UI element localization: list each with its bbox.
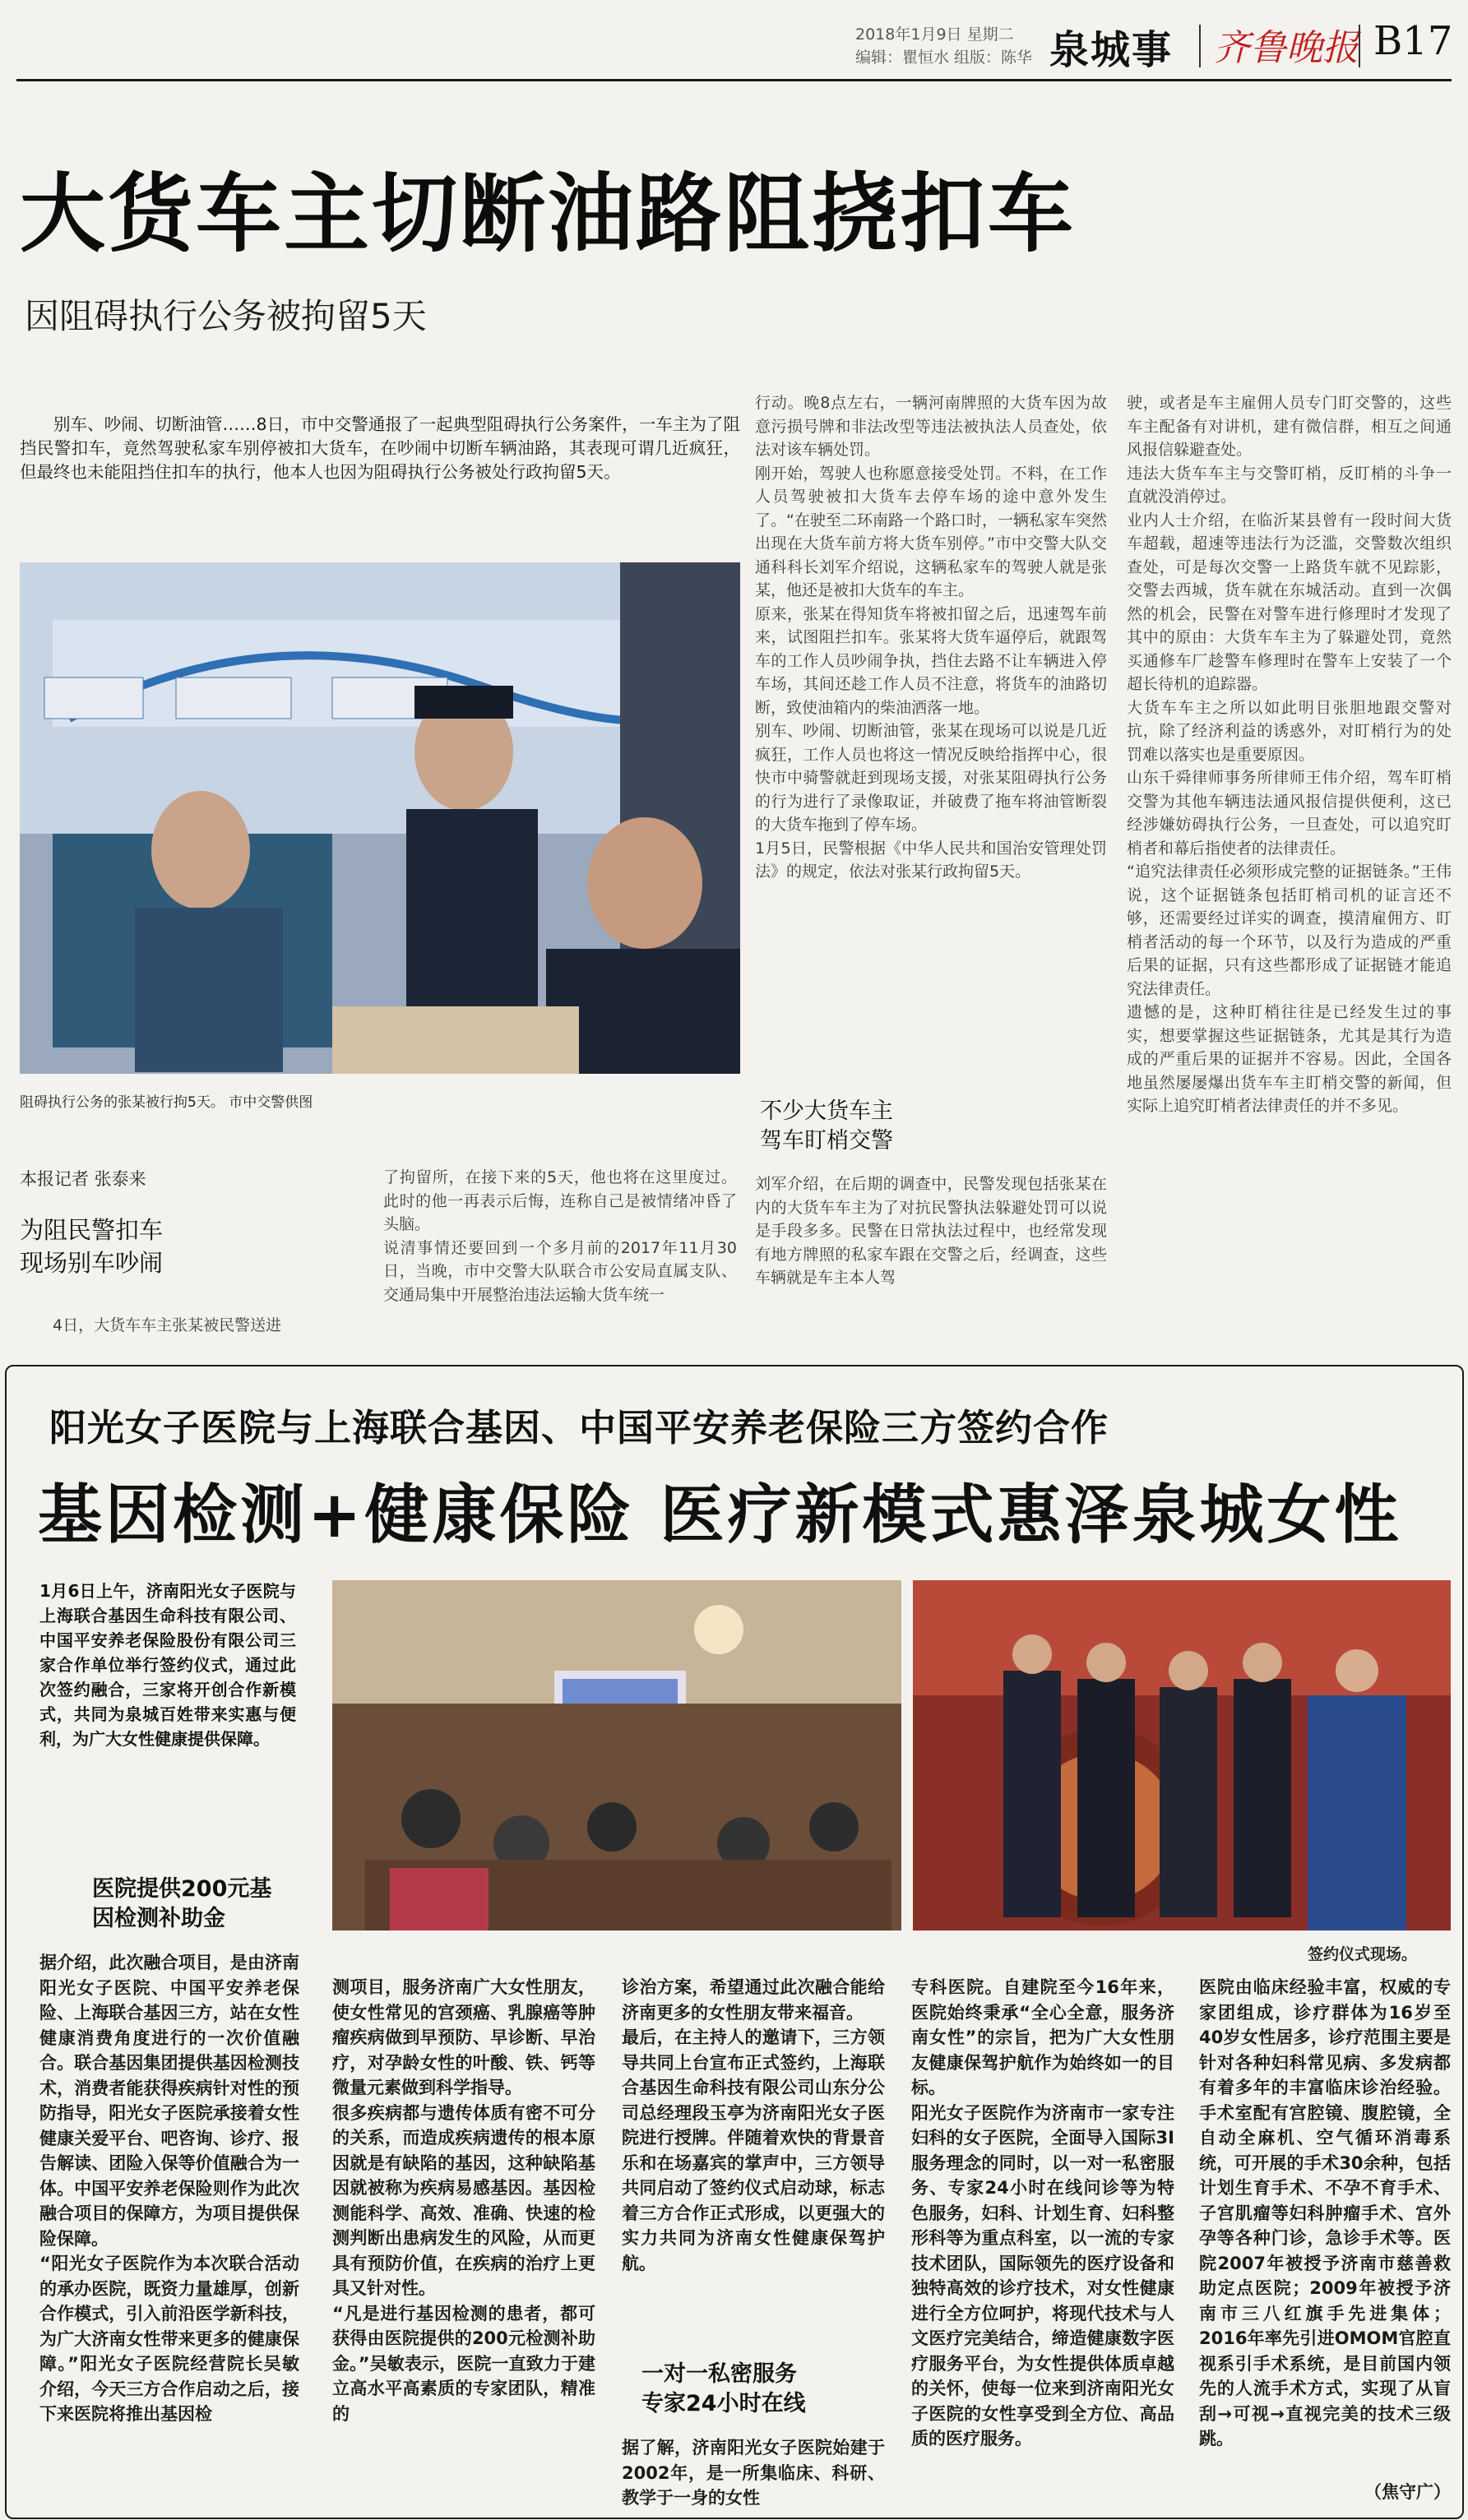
story-lead: [20, 413, 740, 515]
crosshead-1: 为阻民警扣车 现场别车吵闹: [20, 1216, 164, 1277]
advertorial-crosshead-1: 医院提供200元基 因检测补助金: [92, 1876, 272, 1931]
masthead-date: 2018年1月9日 星期二: [855, 25, 1014, 44]
byline: 本报记者 张泰来: [20, 1169, 146, 1189]
page-number: B17: [1373, 18, 1453, 64]
event-photo-left-illustration: [332, 1580, 901, 1930]
advertorial-column-4: 专科医院。自建院至今16年来，医院始终秉承“全心全意，服务济南女性”的宗旨，把为广大女性朋友健康保驾护航作为始终如一的目标。 阳光女子医院作为济南市一家专注妇科的女子医院，全面导入国际3I服务理念的同时，以一对一私密服务、专家24小时在线问诊等为特色服务，妇科、计划生育、妇科整形科等为重点科室，以一流的专家技术团队，国际领先的医疗设备和独特高效的诊疗技术，对女性健康进行全方位呵护，将现代技术与人文医疗完美结合，缔造健康数字医疗服务平台，为女性提供体质卓越的关怀，使每一位来到济南阳光女子医院的女性享受到全方位、高品质的医疗服务。: [911, 1977, 1174, 2448]
advertorial-column-1: 据介绍，此次融合项目，是由济南阳光女子医院、中国平安养老保险、上海联合基因三方，站在女性健康消费角度进行的一次价值融合。联合基因集团提供基因检测技术，消费者能获得疾病针对性的预防指导，阳光女子医院承接着女性健康关爱平台、吧咨询、诊疗、报告解读、团险入保等价值融合为一体。中国平安养老保险则作为此次融合项目的保障方，为项目提供保险保障。 “阳光女子医院作为本次联合活动的承办医院，既资力量雄厚，创新合作模式，引入前沿医学新科技，为广大济南女性带来更多的健康保障。”阳光女子医院经营院长吴敏介绍，今天三方合作启动之后，接下来医院将推出基因检: [39, 1953, 299, 2424]
column-a-bottom: 4日，大货车车主张某被民警送进: [53, 1316, 282, 1334]
section-name: 泉城事: [1049, 27, 1174, 73]
masthead-divider: [1359, 25, 1360, 67]
subheadline: 因阻碍执行公务被拘留5天: [25, 296, 427, 336]
headline: 大货车主切断油路阻挠扣车: [20, 164, 1077, 264]
event-photo-caption: 签约仪式现场。: [1308, 1945, 1418, 1963]
newspaper-logo: 齐鲁晚报: [1214, 27, 1359, 69]
news-photo-illustration: [20, 562, 740, 1074]
story-lead-text: 别车、吵闹、切断油管……8日，市中交警通报了一起典型阻碍执行公务案件，一车主为了阻挡民警扣车，竟然驾驶私家车别停被扣大货车，在吵闹中切断车辆油路，其表现可谓几近疯狂，但最终也未能阻挡住扣车的执行，他本人也因为阻碍执行公务被处行政拘留5天。: [20, 414, 740, 482]
advertorial-column-3: 诊治方案，希望通过此次融合能给济南更多的女性朋友带来福音。 最后，在主持人的邀请下，三方领导共同上台宣布正式签约，上海联合基因生命科技有限公司山东分公司总经理段玉亭为济南阳光女子医院进行授牌。伴随着欢快的背景音乐和在场嘉宾的掌声中，三方领导共同启动了签约仪式启动球，标志着三方合作正式形成，以更强大的实力共同为济南女性健康保驾护航。: [622, 1977, 885, 2273]
advertorial-column-2: 测项目，服务济南广大女性朋友，使女性常见的宫颈癌、乳腺癌等肿瘤疾病做到早预防、早诊断、早治疗，对孕龄女性的叶酸、铁、钙等微量元素做到科学指导。 很多疾病都与遗传体质有密不可分的关系，而造成疾病遗传的根本原因就是有缺陷的基因，这种缺陷基因就被称为疾病易感基因。基因检测能科学、高效、准确、快速的检测判断出患病发生的风险，从而更具有预防价值，在疾病的治疗上更具又针对性。 “凡是进行基因检测的患者，都可获得由医院提供的200元检测补助金。”吴敏表示，医院一直致力于建立高水平高素质的专家团队，精准的: [332, 1977, 595, 2424]
advertorial-lead: 1月6日上午，济南阳光女子医院与上海联合基因生命科技有限公司、中国平安养老保险股份有限公司三家合作单位举行签约仪式，通过此次签约融合，三家将开创合作新模式，共同为泉城百姓带来实惠与便利，为广大女性健康提供保障。: [39, 1581, 296, 1749]
advertorial-column-3-bottom: 据了解，济南阳光女子医院始建于2002年，是一所集临床、科研、教学于一身的女性: [622, 2438, 885, 2508]
event-photo-right: [913, 1580, 1451, 1930]
advertorial-title: 基因检测+健康保险 医疗新模式惠泽泉城女性: [38, 1478, 1402, 1552]
column-d: 驶，或者是车主雇佣人员专门盯交警的，这些车主配备有对讲机，建有微信群，相互之间通风报信躲避查处。 违法大货车车主与交警盯梢，反盯梢的斗争一直就没消停过。 业内人士介绍，在临沂某县曾有一段时间大货车超载，超速等违法行为泛滥，交警数次组织查处，可是每次交警一上路货车就不见踪影，交警去西城，货车就在东城活动。直到一次偶然的机会，民警在对警车进行修理时才发现了其中的原由：大货车车主为了躲避处罚，竟然买通修车厂趁警车修理时在警车上安装了一个超长待机的追踪器。 大货车车主之所以如此明目张胆地跟交警对抗，除了经济利益的诱惑外，对盯梢行为的处罚难以落实也是重要原因。 山东千舜律师事务所律师王伟介绍，驾车盯梢交警为其他车辆违法通风报信提供便利，这已经涉嫌妨碍执行公务，一旦查处，可以追究盯梢者和幕后指使者的法律责任。 “追究法律责任必须形成完整的证据链条。”王伟说，这个证据链条包括盯梢司机的证言还不够，还需要经过详实的调查，摸清雇佣方、盯梢者活动的每一个环节，以及行为造成的严重后果的证据，只有这些都形成了证据链才能追究法律责任。 遗憾的是，这种盯梢往往是已经发生过的事实，想要掌握这些证据链条，尤其是其行为造成的严重后果的证据并不容易。因此，全国各地虽然屡屡爆出货车车主盯梢交警的新闻，但实际上追究盯梢者法律责任的并不多见。: [1127, 394, 1452, 1115]
masthead-editor: 编辑：瞿恒水 组版：陈华: [855, 49, 1033, 67]
crosshead-2: 不少大货车主 驾车盯梢交警: [760, 1098, 893, 1154]
column-b: 了拘留所，在接下来的5天，他也将在这里度过。此时的他一再表示后悔，连称自己是被情绪冲昏了头脑。 说清事情还要回到一个多月前的2017年11月30日，当晚，市中交警大队联合市公安局直属支队、交通局集中开展整治违法运输大货车统一: [383, 1168, 737, 1304]
column-c: 行动。晚8点左右，一辆河南牌照的大货车因为故意污损号牌和非法改型等违法被执法人员查处，依法对该车辆处罚。 刚开始，驾驶人也称愿意接受处罚。不料，在工作人员驾驶被扣大货车去停车场的途中意外发生了。“在驶至二环南路一个路口时，一辆私家车突然出现在大货车前方将大货车别停。”市中交警大队交通科科长刘军介绍说，这辆私家车的驾驶人就是张某，他还是被扣大货车的车主。 原来，张某在得知货车将被扣留之后，迅速驾车前来，试图阻拦扣车。张某将大货车逼停后，就跟驾车的工作人员吵闹争执，挡住去路不让车辆进入停车场，其间还趁工作人员不注意，将货车的油路切断，致使油箱内的柴油洒落一地。 别车、吵闹、切断油管，张某在现场可以说是几近疯狂，工作人员也将这一情况反映给指挥中心，很快市中骑警就赶到现场支援，对张某阻碍执行公务的行为进行了录像取证，并破费了拖车将油管断裂的大货车拖到了停车场。 1月5日，民警根据《中华人民共和国治安管理处罚法》的规定，依法对张某行政拘留5天。: [755, 394, 1107, 881]
masthead-meta: [855, 23, 1032, 69]
event-photo-right-illustration: [913, 1580, 1451, 1930]
news-photo: [20, 562, 740, 1074]
advertorial-column-5: 医院由临床经验丰富，权威的专家团组成，诊疗群体为16岁至40岁女性居多，诊疗范围主要是针对各种妇科常见病、多发病都有着多年的丰富临床诊治经验。手术室配有宫腔镜、腹腔镜，全自动全麻机、空气循环消毒系统，可开展的手术30余种，包括计划生育手术、不孕不育手术、子宫肌瘤等妇科肿瘤手术、宫外孕等各种门诊，急诊手术等。医院2007年被授予济南市慈善救助定点医院；2009年被授予济南市三八红旗手先进集体；2016年率先引进OMOM官腔直视系引手术系统，是目前国内领先的人流手术方式，实现了从盲刮→可视→直视完美的技术三级跳。: [1199, 1977, 1451, 2448]
column-c-bottom: 刘军介绍，在后期的调查中，民警发现包括张某在内的大货车车主为了对抗民警执法躲避处罚可以说是手段多多。民警在日常执法过程中，也经常发现有地方牌照的私家车跟在交警之后，经调查，这些车辆就是车主本人驾: [755, 1175, 1107, 1287]
advertorial-kicker: 阳光女子医院与上海联合基因、中国平安养老保险三方签约合作: [49, 1406, 1109, 1450]
masthead-rule: [16, 79, 1452, 81]
event-photo-left: [332, 1580, 901, 1930]
photo-caption: 阻碍执行公务的张某被行拘5天。 市中交警供图: [20, 1094, 313, 1111]
advertorial-crosshead-2: 一对一私密服务 专家24小时在线: [641, 2361, 806, 2416]
masthead-divider: [1199, 25, 1201, 67]
advertorial-signature: （焦守广）: [1364, 2482, 1451, 2502]
